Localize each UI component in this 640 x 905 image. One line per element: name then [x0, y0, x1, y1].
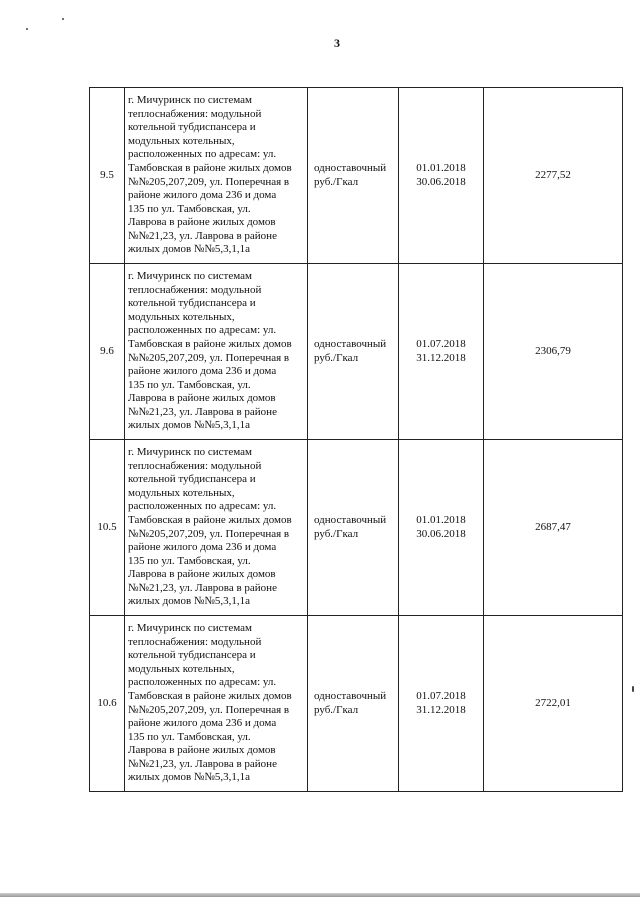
row-description	[125, 616, 308, 792]
period-end: 30.06.2018	[416, 175, 466, 188]
row-value: 2306,79	[484, 264, 623, 440]
row-tariff-type	[308, 440, 399, 616]
period-start: 01.07.2018	[416, 337, 466, 350]
scan-speck	[632, 686, 634, 692]
period-end: 30.06.2018	[416, 527, 466, 540]
row-description	[125, 88, 308, 264]
tariff-type-text: одноставочный руб./Гкал	[314, 513, 387, 540]
row-number: 9.5	[90, 88, 125, 264]
row-tariff-type	[308, 264, 399, 440]
description-text: г. Мичуринск по системам теплоснабжения: модульной котельной тубдиспансера и модульных котельных, расположенных по адресам: ул. Тамбовская в районе жилых домов №№205,207,209, ул. Поперечная в районе жилого дома 236 и дома 135 по ул. Тамбовская, ул. Лаврова в районе жилых домов №№21,23, ул. Лаврова в районе жилых домов №№5,3,1,1а	[128, 445, 292, 608]
row-period	[399, 88, 484, 264]
tariff-type-text: одноставочный руб./Гкал	[314, 337, 387, 364]
scan-speck	[26, 28, 28, 30]
page-bottom-edge	[0, 893, 640, 897]
row-value: 2277,52	[484, 88, 623, 264]
table-row	[90, 88, 623, 264]
description-text: г. Мичуринск по системам теплоснабжения: модульной котельной тубдиспансера и модульных котельных, расположенных по адресам: ул. Тамбовская в районе жилых домов №№205,207,209, ул. Поперечная в районе жилого дома 236 и дома 135 по ул. Тамбовская, ул. Лаврова в районе жилых домов №№21,23, ул. Лаврова в районе жилых домов №№5,3,1,1а	[128, 621, 292, 784]
table-row	[90, 616, 623, 792]
table-row	[90, 440, 623, 616]
description-text: г. Мичуринск по системам теплоснабжения: модульной котельной тубдиспансера и модульных котельных, расположенных по адресам: ул. Тамбовская в районе жилых домов №№205,207,209, ул. Поперечная в районе жилого дома 236 и дома 135 по ул. Тамбовская, ул. Лаврова в районе жилых домов №№21,23, ул. Лаврова в районе жилых домов №№5,3,1,1а	[128, 93, 292, 256]
row-tariff-type	[308, 88, 399, 264]
row-period	[399, 616, 484, 792]
tariff-table	[89, 87, 623, 792]
period-start: 01.01.2018	[416, 513, 466, 526]
tariff-type-text: одноставочный руб./Гкал	[314, 689, 387, 716]
row-number: 10.5	[90, 440, 125, 616]
row-tariff-type	[308, 616, 399, 792]
period-end: 31.12.2018	[416, 703, 466, 716]
row-period	[399, 264, 484, 440]
period-start: 01.07.2018	[416, 689, 466, 702]
row-value: 2722,01	[484, 616, 623, 792]
row-period	[399, 440, 484, 616]
row-number: 10.6	[90, 616, 125, 792]
period-start: 01.01.2018	[416, 161, 466, 174]
page-number: 3	[334, 36, 340, 50]
row-description	[125, 264, 308, 440]
table-row	[90, 264, 623, 440]
row-number: 9.6	[90, 264, 125, 440]
scan-speck	[62, 18, 64, 20]
tariff-type-text: одноставочный руб./Гкал	[314, 161, 387, 188]
period-end: 31.12.2018	[416, 351, 466, 364]
row-value: 2687,47	[484, 440, 623, 616]
description-text: г. Мичуринск по системам теплоснабжения: модульной котельной тубдиспансера и модульных котельных, расположенных по адресам: ул. Тамбовская в районе жилых домов №№205,207,209, ул. Поперечная в районе жилого дома 236 и дома 135 по ул. Тамбовская, ул. Лаврова в районе жилых домов №№21,23, ул. Лаврова в районе жилых домов №№5,3,1,1а	[128, 269, 292, 432]
row-description	[125, 440, 308, 616]
